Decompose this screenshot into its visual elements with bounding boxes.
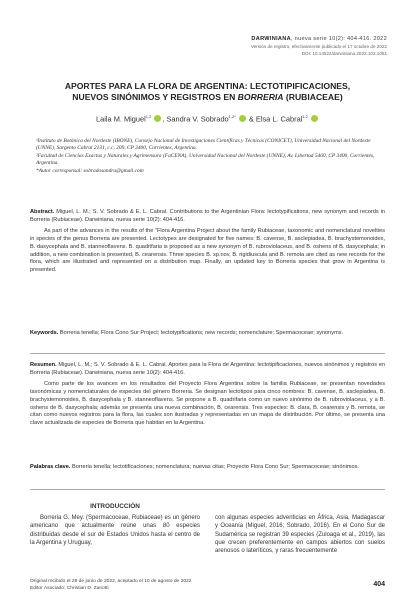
abstract-label: Abstract. [30,209,55,215]
author-2: Sandra V. Sobrado [166,114,229,124]
palabras-text: Borreria tenella; lectotificaciones; nomenclatura; nuevas citas; Proyecto Flora Cono Sur; Spermacoceae; sinónimos. [70,464,359,470]
associate-editor: Editor Asociado: Christian D. Zanotti [30,586,109,591]
section-divider [30,489,385,490]
palabras-clave [30,464,385,472]
journal-name: DARWINIANA [251,36,291,42]
title-line-2: NUEVOS SINÓNIMOS Y REGISTROS EN BORRERIA (RUBIACEAE) [72,92,343,102]
resumen-body: Como parte de los avances en los resultados del Proyecto Flora Argentina sobre la familia Rubiaceae, se presentan novedades taxonómicas y nomenclaturales de especies del género Borreria. Se designan lectotipos para cinco nombres: B. cavense, B. asclepiadea, B. brachystemonoides, B. dasycephala y B. stanneoflavens. Se propone a B. quadrifaria como un nuevo sinónimo de B. rubroviolaceus, y a B. oshens de B. dasycephala; además se presenta una nueva combinación, B. cearensis. Tres especies: B. clara, B. cearensis y B. remota, se citan como nuevos registros para la flora, las cuales son ilustradas y representadas en un mapa de distribución. Por último, se presenta una clave actualizada de especies de Borreria que habitan en la Argentina. [30,381,385,426]
title-line-1: APORTES PARA LA FLORA DE ARGENTINA: LECTOTIPIFICACIONES, [64,81,351,91]
intro-column-right: con algunas especies adventicias en África, Asia, Madagascar y Oceanía (Miguel, 2016; Sobrado, 2016). En el Cono Sur de Sudamérica se registran 39 especies (Zuloaga et al., 2019), las que crecen preferentemente en campos abiertos con suelos arenosos o lateríticos, y raras frecuentemente [215,515,385,555]
orcid-icon[interactable] [311,115,318,122]
author-3: Elsa L. Cabral [255,114,303,124]
affiliation-1: ¹Instituto de Botánica del Nordeste (IBONE), Consejo Nacional de Investigaciones Científicas y Técnicas (CONICET), Universidad Nacional del Nordeste (UNNE), Sargento Cabral 2131, c.c. 209, CP 3400, Corrientes, Argentina. [36,138,371,152]
palabras-label: Palabras clave. [30,464,71,470]
journal-doi[interactable]: DOI: 10.14522/darwiniana.2022.102.1051 [301,51,387,56]
title-genus: BORRERIA [237,92,284,102]
author-list: Laila M. Miguel$^{1,2}$ , Sandra V. Sobrado$^{1,2*}$ & Elsa L. Cabral$^{1,2}$ [30,114,385,123]
keywords [30,330,385,338]
journal-version: Versión de registro, efectivamente publicado el 17 octubre de 2022 [250,44,387,49]
intro-column-left: Borreria G. Mey. (Spermacoceae, Rubiaceae) es un género americano que actualmente reúne unas 80 especies distribuidas desde el sur de Estados Unidos hasta el centro de la Argentina y Uruguay, [30,515,200,546]
received-date: Original recibido el 28 de junio de 2022, aceptado el 10 de agosto de 2022 [30,579,192,584]
article-title [30,81,385,103]
affiliation-2: ²Facultad de Ciencias Exactas y Naturales y Agrimensura (FaCENA), Universidad Nacional del Nordeste (UNNE), Av. Libertad 5460, CP 3400, Corrientes, Argentina. [36,152,375,167]
orcid-icon[interactable] [239,115,246,122]
orcid-icon[interactable] [154,115,161,122]
journal-header [251,36,387,56]
resumen-label: Resumen. [30,362,57,368]
author-1: Laila M. Miguel [96,114,146,124]
resumen [30,362,385,428]
journal-citation [251,36,387,42]
journal-series: , nueva serie 10(2): 404-416. 2022 [290,36,387,42]
abstract-body: As part of the advances in the results of the “Flora Argentina Project about the family Rubiaceae, taxonomic and nomenclatural novelties in species of the genus Borreria are presented. Lectotypes are designated for five names: B. cavense, B. asclepiadea, B. brachystemonoides, B. dasycephala and B. stanneoflavens. B. quadrifaria is proposed as a new synonym of B. rubroviolaceus, and B. oshens of B. dasycephala; in addition, a new combination is presented, B. cearensis. Three species B. sp.nov, B. rigidiuscula and B. remota are cited as new records for the flora, which are illustrated and represented on a distribution map. Finally, an updated key to Borreria species that grow in Argentina is presented. [30,228,385,273]
page-number: 404 [373,581,385,588]
resumen-citation: Resumen. Miguel, L. M.; S. V. Sobrado & E. L. Cabral. Aportes para la Flora de Argentina: lectotipificaciones, nuevos sinónimos y registros en Borreria (Rubiaceae). Darwiniana, nueva serie 10(2): 404-416. [30,362,385,376]
intro-heading: INTRODUCCIÓN [90,503,140,510]
abstract [30,209,385,275]
abstract-citation: Abstract. Miguel, L. M.; S. V. Sobrado & E. L. Cabral. Contributions to the Argentinian Flora: lectotypifications, new synonym and records in Borreria (Rubiaceae). Darwiniana, nueva serie 10(2): 404-416. [30,209,385,223]
corresponding-author: *Autor corresponsal: sobradosandra@gmail.com [36,167,144,174]
keywords-label: Keywords. [30,330,59,336]
keywords-text: Borreria tenella; Flora Cono Sur Project; lectotypifications; new records; nomenclature; Spermacoceae; synonyms. [58,330,344,336]
affiliations [36,138,379,175]
section-divider [30,353,385,354]
footer [30,578,192,592]
